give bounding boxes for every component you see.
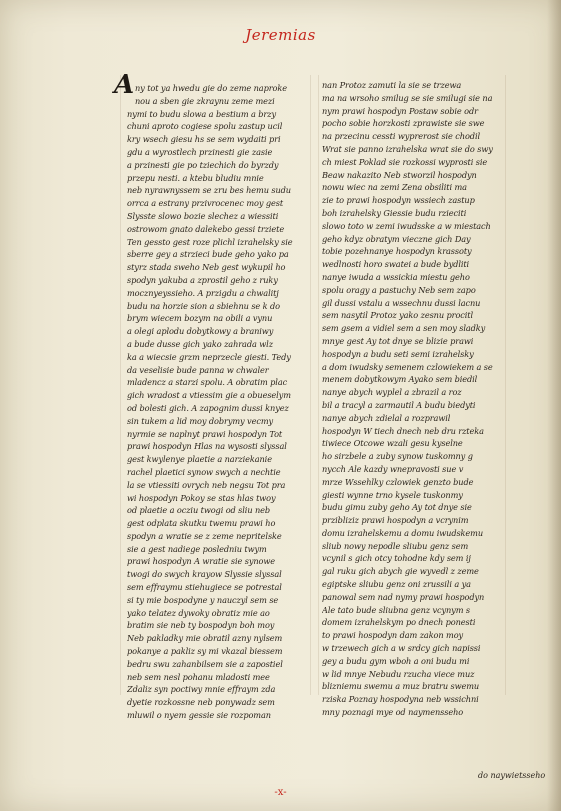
text-line: budu gimu zuby geho Ay tot dnye sie [322, 502, 472, 513]
text-line: Slysste slowo bozie slechez a wiessiti [127, 210, 279, 221]
text-line: na przecinu cessti wyprerost sie chodil [322, 131, 480, 142]
text-line: geho kdyz obratym vieczne gich Day [322, 233, 471, 244]
text-line: sin tukem a lid moy dobrymy vecmy [127, 415, 274, 426]
text-line: sie a gest nadiege posledniu twym [127, 543, 267, 554]
text-line: gdu a wyrostlech przinesti gie zasie [127, 146, 273, 157]
text-line: gich wradost a vtiessim gie a obueselym [127, 390, 291, 401]
text-line: wi hospodyn Pokoy se stas hlas twoy [127, 492, 276, 503]
text-line: boh izrahelsky Giessie budu rzieciti [322, 207, 467, 218]
text-line: sem nasytil Protoz yako zesnu procitl [322, 310, 474, 321]
text-line: bratim sie neb ty bospodyn boh moy [127, 620, 275, 631]
text-line: Zdaliz syn poctiwy mnie effraym zda [127, 684, 276, 695]
text-line: bedru swu zahanbilsem sie a zapostiel [127, 658, 283, 669]
text-line: giesti wynne trno kysele tuskonmy [322, 489, 463, 500]
ruling-line [318, 75, 319, 695]
text-line: neb sem nesl pohanu mladosti mee [127, 671, 270, 682]
text-line: dyetie rozkossne neb ponywadz sem [127, 697, 275, 708]
text-line: ostrowom gnato dalekebo gessi trziete [127, 223, 285, 234]
text-line: mluwil o nyem gessie sie rozpoman [127, 710, 271, 721]
text-line: yako telatez dywoky obratiz mie ao [127, 607, 270, 618]
text-line: nanye abych zdielal a rozprawil [322, 412, 451, 423]
text-line: gil dussi vstalu a wssechnu dussi lacnu [322, 297, 481, 308]
text-line: gey a budu gym wboh a oni budu mi [322, 655, 470, 666]
text-line: gest odplata skutku twemu prawi ho [127, 518, 276, 529]
text-line: Wrat sie panno izrahelska wrat sie do swy [322, 143, 493, 154]
text-line: mocznyeyssieho. A przigdu a chwalitj [127, 287, 279, 298]
text-line: pokanye a pakliz sy mi vkazal biessem [127, 646, 283, 657]
catchword: do naywietsseho [478, 771, 546, 780]
text-line: vcynil s gich otcy tohodne kdy sem ij [322, 553, 471, 564]
text-line: neb nyrawnyssem se zru bes hemu sudu [127, 185, 291, 196]
text-line: nanye abych wyplel a zbrazil a roz [322, 387, 462, 398]
ruling-line [505, 75, 506, 695]
text-line: nymi to budu slowa a bestium a brzy [127, 108, 276, 119]
text-line: sem effraymu stiehugiece se potrestal [127, 582, 282, 593]
text-line: ka a wiecsie grzm neprzecle giesti. Tedy [127, 351, 291, 362]
text-line: da veselisie bude panna w chwaler [127, 364, 269, 375]
text-line: orrca a estrany przivrocenec moy gest [127, 198, 284, 209]
text-line: nan Protoz zamuti la sie se trzewa [322, 80, 462, 90]
text-line: rachel plaetici synow swych a nechtie [127, 466, 281, 477]
text-line: slowo toto w zemi iwudsske a w miestach [322, 220, 491, 231]
text-line: nycch Ale kazdy wnepravosti sue v [322, 463, 464, 474]
text-line: w trzewech gich a w srdcy gich napissi [322, 643, 481, 654]
text-line: gal ruku gich abych gie wyvedl z zeme [322, 566, 479, 577]
text-line: wedlnosti horo swatei a bude bydliti [322, 259, 470, 270]
text-line: Neb pakladky mie obratil azny nylsem [127, 633, 283, 644]
text-line: ny tot ya hwedu gie do zeme naproke [135, 83, 287, 93]
right-text-column [322, 79, 500, 719]
text-line: mnye gest Ay tot dnye se blizie prawi [322, 335, 474, 346]
text-line: sliub nowy nepodle sliubu genz sem [322, 540, 469, 551]
text-line: Beaw nakazito Neb stworzil hospodyn [322, 169, 477, 180]
text-line: twogi do swych krayow Slyssie slyssal [127, 569, 282, 580]
text-line: w lid mnye Nebudu rzucha viece muz [322, 668, 475, 679]
text-line: spolu oragy a pastuchy Neb sem zapo [322, 284, 476, 295]
page-edge-shadow [547, 0, 561, 811]
text-line: Ten gessto gest roze plichl izrahelsky sie [127, 236, 293, 247]
text-line: rziska Poznay hospodyna neb wssichni [322, 694, 479, 705]
text-line: si ty mie bospodyne y nauczyl sem se [127, 594, 279, 605]
text-line: Ale tato bude sliubna genz vcynym s [322, 604, 470, 615]
text-line: hospodyn a budu seti semi izrahelsky [322, 348, 474, 359]
text-line: nanye iwuda a wssickia miestu geho [322, 271, 470, 282]
text-line: nyrmie se naplnyt prawi hospodyn Tot [127, 428, 283, 439]
text-line: nou a sben gie zkraynu zeme mezi [135, 95, 275, 106]
text-line: od plaetie a ocziu twogi od sliu neb [127, 505, 271, 516]
quire-signature: -x- [274, 787, 287, 798]
text-line: sberre gey a strzieci bude geho yako pa [127, 249, 289, 260]
text-line: brym wiecem bozym na obili a vynu [127, 313, 273, 324]
text-line: ch miest Poklad sie rozkossi wyprosti sie [322, 156, 488, 167]
text-line: domu izrahelskemu a domu iwudskemu [322, 527, 484, 538]
text-line: ma na wrsoho smilug se sie smilugi sie na [322, 92, 493, 103]
text-line: zie to prawi hospodyn wssiech zastup [322, 195, 475, 206]
text-line: a bude dusse gich yako zahrada wlz [127, 338, 273, 349]
text-line: mny poznagi mye od naymensseho [322, 707, 464, 718]
text-line: prawi hospodyn Hlas na wysosti slyssal [127, 441, 287, 452]
text-line: bil a tracyl a zarmautil A budu biedyti [322, 399, 476, 410]
text-line: menem dobytkowym Ayako sem biedil [322, 374, 478, 385]
text-line: od bolesti gich. A zapognim dussi knyez [127, 402, 289, 413]
text-line: chuni aproto cogiese spolu zastup ucil [127, 121, 283, 132]
text-line: sem gsem a vidiel sem a sen moy sladky [322, 323, 486, 334]
text-line: prawi hospodyn A wratie sie synowe [127, 556, 276, 567]
text-line: przepu nesti. a ktebu bludiu mnie [127, 172, 264, 183]
left-text-column [127, 82, 305, 722]
ruling-line [310, 75, 311, 695]
text-line: a przinesti gie po tziechich do byrzdy [127, 159, 279, 170]
text-line: blizniemu swemu a muz bratru swemu [322, 681, 480, 692]
text-line: spodyn yakuba a zprostil geho z ruky [127, 274, 278, 285]
text-line: budu na horzie sion a sbiehnu se k do [127, 300, 281, 311]
text-line: domem izrahelskym po dnech ponesti [322, 617, 476, 628]
text-line: nowu wiec na zemi Zena obsiliti ma [322, 182, 467, 193]
text-line: hospodyn W tiech dnech neb dru rzteka [322, 425, 484, 436]
text-line: la se vtiessiti ovrych neb negsu Tot pra [127, 479, 286, 490]
text-line: mladencz a starzi spolu. A obratim plac [127, 377, 288, 388]
text-line: gest kwylenye plaetie a narziekanie [127, 454, 272, 465]
text-line: a olegi aplodu dobytkowy a braniwy [127, 326, 274, 337]
running-head: Jeremias [245, 26, 316, 44]
text-line: ho sirzbele a zuby synow tuskomny g [322, 451, 473, 462]
text-line: egiptske sliubu genz oni zrussili a ya [322, 579, 471, 590]
ruling-line [120, 75, 121, 695]
decorated-initial: A [114, 70, 135, 100]
text-line: spodyn a wratie se z zeme nepritelske [127, 530, 282, 541]
text-line: pocho sobie horzkosti zprawiste sie swe [322, 118, 485, 129]
text-line: panowal sem nad nymy prawi hospodyn [322, 591, 485, 602]
text-line: mrze Wssehlky czlowiek genzto bude [322, 476, 474, 487]
text-line: to prawi hospodyn dam zakon moy [322, 630, 464, 641]
text-line: tiwiece Otcowe wzali gesu kyselne [322, 438, 463, 449]
text-line: styrz stada sweho Neb gest wykupil ho [127, 262, 286, 273]
text-line: przibliziz prawi hospodyn a vcrynim [322, 515, 469, 526]
text-line: tobie pozehnanye hospodyn krassoty [322, 246, 472, 257]
text-line: nym prawi hospodyn Postaw sobie odr [322, 105, 478, 116]
text-line: kry wsech giesu hs se sem wydaiti pri [127, 134, 281, 145]
text-line: a dom iwudsky semenem czlowiekem a se [322, 361, 493, 372]
